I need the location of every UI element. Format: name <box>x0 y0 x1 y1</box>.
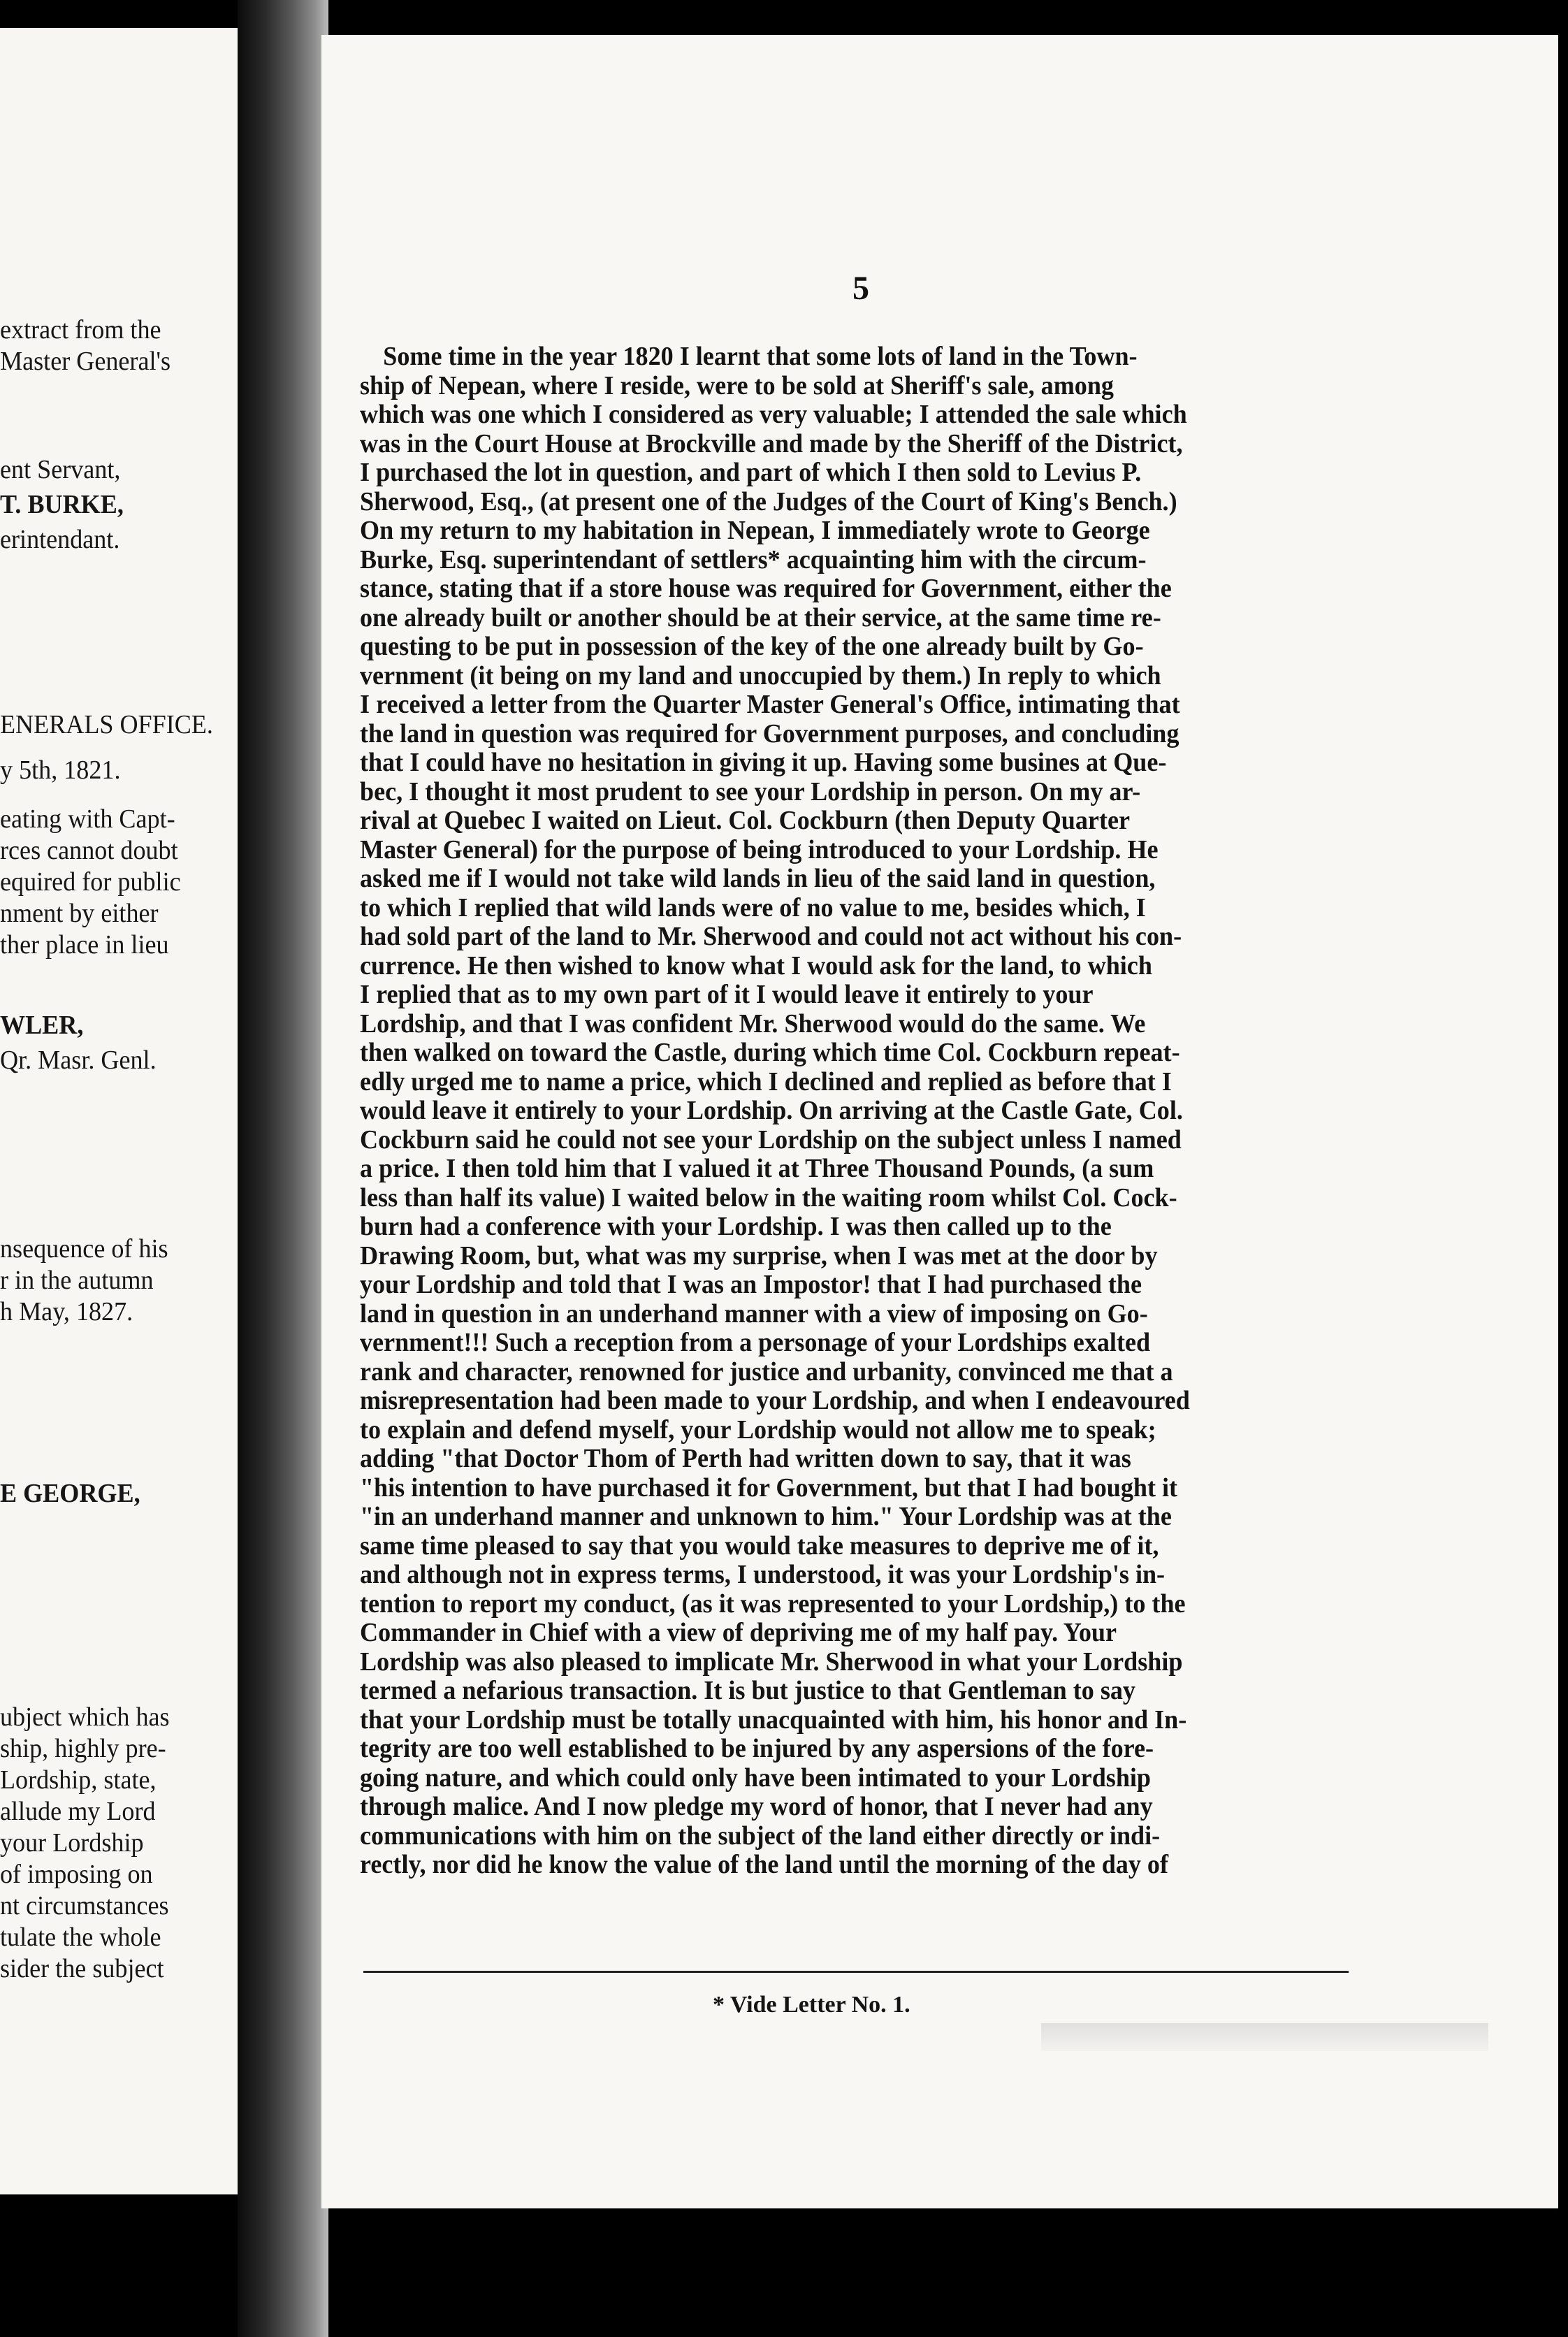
text-line: a price. I then told him that I valued it at Three Thousand Pounds, (a sum <box>360 1154 1154 1183</box>
text-line: Lordship, and that I was confident Mr. Sherwood would do the same. We <box>360 1008 1146 1039</box>
text-line: "in an underhand manner and unknown to him." Your Lordship was at the <box>360 1502 1172 1531</box>
left-line: extract from the <box>0 315 161 345</box>
left-line: erintendant. <box>0 525 120 554</box>
text-line: vernment!!! Such a reception from a personage of your Lordships exalted <box>360 1328 1151 1357</box>
text-line: bec, I thought it most prudent to see your Lordship in person. On my ar- <box>360 776 1141 806</box>
text-line: Some time in the year 1820 I learnt that some lots of land in the Town- <box>383 342 1138 371</box>
text-line: I purchased the lot in question, and part of which I then sold to Levius P. <box>360 458 1142 487</box>
text-line: stance, stating that if a store house was required for Government, either the <box>360 574 1172 603</box>
text-line: Sherwood, Esq., (at present one of the Judges of the Court of King's Bench.) <box>360 486 1177 516</box>
left-line: Qr. Masr. Genl. <box>0 1046 157 1075</box>
text-line: Master General) for the purpose of being introduced to your Lordship. He <box>360 834 1159 864</box>
text-line: Cockburn said he could not see your Lordship on the subject unless I named <box>360 1124 1182 1155</box>
left-line: of imposing on <box>0 1860 153 1889</box>
left-line: T. BURKE, <box>0 490 124 519</box>
text-line: that I could have no hesitation in giving it up. Having some busines at Que- <box>360 748 1167 777</box>
text-line: through malice. And I now pledge my word of honor, that I never had any <box>360 1792 1153 1821</box>
footnote-rule <box>363 1971 1349 1973</box>
text-line: rectly, nor did he know the value of the land until the morning of the day of <box>360 1850 1168 1879</box>
left-line: eating with Capt- <box>0 804 175 834</box>
text-line: then walked on toward the Castle, during which time Col. Cockburn repeat- <box>360 1038 1180 1067</box>
text-line: burn had a conference with your Lordship. I was then called up to the <box>360 1212 1112 1241</box>
text-line: Drawing Room, but, what was my surprise, when I was met at the door by <box>360 1240 1158 1271</box>
body-text <box>360 342 1408 1880</box>
left-line: ther place in lieu <box>0 930 169 960</box>
left-line: Lordship, state, <box>0 1765 157 1795</box>
text-line: going nature, and which could only have been intimated to your Lordship <box>360 1763 1152 1793</box>
show-through-bleed <box>1041 2023 1488 2051</box>
text-line: misrepresentation had been made to your Lordship, and when I endeavoured <box>360 1386 1190 1415</box>
text-line: that your Lordship must be totally unacquainted with him, his honor and In- <box>360 1705 1187 1735</box>
text-line: asked me if I would not take wild lands in lieu of the said land in question, <box>360 864 1156 893</box>
left-line: equired for public <box>0 867 181 897</box>
left-line: tulate the whole <box>0 1923 161 1952</box>
left-line: allude my Lord <box>0 1797 156 1826</box>
text-line: ship of Nepean, where I reside, were to be sold at Sheriff's sale, among <box>360 370 1114 400</box>
page-number: 5 <box>852 270 869 307</box>
left-line: WLER, <box>0 1011 84 1040</box>
text-line: Commander in Chief with a view of depriving me of my half pay. Your <box>360 1618 1117 1647</box>
text-line: to explain and defend myself, your Lordship would not allow me to speak; <box>360 1414 1156 1445</box>
text-line: and although not in express terms, I understood, it was your Lordship's in- <box>360 1560 1166 1589</box>
left-line: E GEORGE, <box>0 1479 140 1508</box>
left-line: h May, 1827. <box>0 1297 133 1326</box>
text-line: termed a nefarious transaction. It is but justice to that Gentleman to say <box>360 1676 1135 1705</box>
text-line: rank and character, renowned for justice and urbanity, convinced me that a <box>360 1356 1173 1387</box>
text-line: less than half its value) I waited below in the waiting room whilst Col. Cock- <box>360 1182 1177 1213</box>
text-line: communications with him on the subject of the land either directly or indi- <box>360 1821 1161 1851</box>
left-line: ship, highly pre- <box>0 1734 166 1763</box>
text-line: I replied that as to my own part of it I would leave it entirely to your <box>360 980 1094 1009</box>
text-line: one already built or another should be at their service, at the same time re- <box>360 602 1161 632</box>
text-line: same time pleased to say that you would take measures to deprive me of it, <box>360 1531 1159 1561</box>
text-line: Lordship was also pleased to implicate Mr. Sherwood in what your Lordship <box>360 1647 1183 1677</box>
text-line: edly urged me to name a price, which I declined and replied as before that I <box>360 1066 1172 1097</box>
text-line: to which I replied that wild lands were of no value to me, besides which, I <box>360 892 1146 922</box>
text-line: land in question in an underhand manner with a view of imposing on Go- <box>360 1298 1148 1329</box>
text-line: adding "that Doctor Thom of Perth had written down to say, that it was <box>360 1444 1131 1473</box>
text-line: would leave it entirely to your Lordship. On arriving at the Castle Gate, Col. <box>360 1096 1183 1125</box>
footnote: * Vide Letter No. 1. <box>713 1992 910 2018</box>
text-line: which was one which I considered as very valuable; I attended the sale which <box>360 400 1187 429</box>
left-line: nsequence of his <box>0 1234 168 1264</box>
left-line: Master General's <box>0 347 171 376</box>
left-line: nt circumstances <box>0 1891 169 1920</box>
text-line: On my return to my habitation in Nepean, I immediately wrote to George <box>360 516 1150 545</box>
left-line: sider the subject <box>0 1954 164 1983</box>
left-line: r in the autumn <box>0 1266 154 1295</box>
left-line: nment by either <box>0 899 159 928</box>
left-page-fragment <box>0 28 273 2194</box>
left-line: ubject which has <box>0 1702 170 1732</box>
text-line: "his intention to have purchased it for Government, but that I had bought it <box>360 1473 1178 1503</box>
text-line: vernment (it being on my land and unoccupied by them.) In reply to which <box>360 660 1161 690</box>
text-line: was in the Court House at Brockville and made by the Sheriff of the District, <box>360 428 1183 458</box>
text-line: the land in question was required for Government purposes, and concluding <box>360 718 1179 748</box>
text-line: I received a letter from the Quarter Master General's Office, intimating that <box>360 690 1180 719</box>
binding-gutter <box>238 0 328 2337</box>
text-line: had sold part of the land to Mr. Sherwood and could not act without his con- <box>360 922 1182 951</box>
left-line: your Lordship <box>0 1828 144 1858</box>
text-line: tention to report my conduct, (as it was represented to your Lordship,) to the <box>360 1589 1186 1619</box>
left-line: ent Servant, <box>0 455 121 484</box>
text-line: tegrity are too well established to be injured by any aspersions of the fore- <box>360 1734 1154 1763</box>
text-line: currence. He then wished to know what I would ask for the land, to which <box>360 950 1152 981</box>
text-line: Burke, Esq. superintendant of settlers* acquainting him with the circum- <box>360 544 1147 574</box>
text-line: your Lordship and told that I was an Impostor! that I had purchased the <box>360 1270 1142 1299</box>
left-line: rces cannot doubt <box>0 836 178 865</box>
text-line: rival at Quebec I waited on Lieut. Col. Cockburn (then Deputy Quarter <box>360 806 1131 835</box>
left-line: ENERALS OFFICE. <box>0 710 213 739</box>
left-line: y 5th, 1821. <box>0 755 121 785</box>
main-page <box>321 35 1558 2208</box>
text-line: questing to be put in possession of the key of the one already built by Go- <box>360 632 1144 661</box>
